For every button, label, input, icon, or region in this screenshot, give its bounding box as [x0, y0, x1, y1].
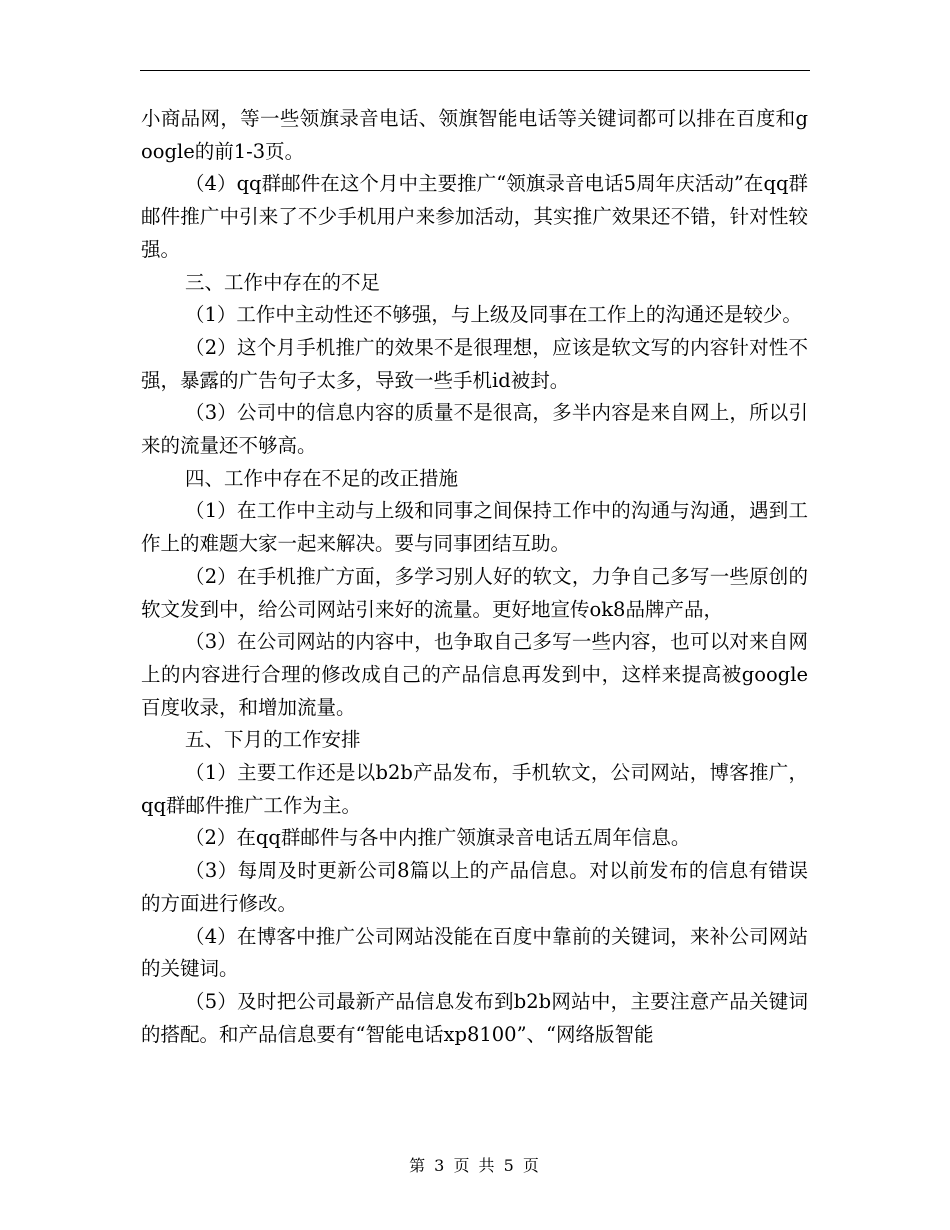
page-number-footer: 第 3 页 共 5 页: [409, 1156, 541, 1175]
paragraph-2: （4）qq群邮件在这个月中主要推广“领旗录音电话5周年庆活动”在qq群邮件推广中引来了不少手机用户来参加活动，其实推广效果还不错，针对性较强。: [141, 172, 808, 261]
paragraph-10: （3）在公司网站的内容中，也争取自己多写一些内容，也可以对来自网上的内容进行合理的修改成自己的产品信息再发到中，这样来提高被google 百度收录，和增加流量。: [141, 630, 808, 719]
paragraph-15: （4）在博客中推广公司网站没能在百度中靠前的关键词，来补公司网站的关键词。: [141, 924, 808, 981]
paragraph-16: （5）及时把公司最新产品信息发布到b2b网站中，主要注意产品关键词的搭配。和产品信息要有“智能电话xp8100”、“网络版智能: [141, 989, 808, 1046]
document-body: [141, 103, 808, 1051]
paragraph-1: 小商品网，等一些领旗录音电话、领旗智能电话等关键词都可以排在百度和google的前1-3页。: [141, 107, 808, 163]
section-heading-5: 五、下月的工作安排: [185, 728, 361, 752]
section-heading-3: 三、工作中存在的不足: [185, 270, 381, 294]
paragraph-6: （3）公司中的信息内容的质量不是很高，多半内容是来自网上，所以引来的流量还不够高。: [141, 401, 808, 458]
paragraph-12: （1）主要工作还是以b2b产品发布，手机软文，公司网站，博客推广，qq群邮件推广工作为主。: [141, 761, 808, 817]
section-heading-4: 四、工作中存在不足的改正措施: [185, 466, 459, 490]
paragraph-5: （2）这个月手机推广的效果不是很理想，应该是软文写的内容针对性不强，暴露的广告句子太多，导致一些手机id被封。: [141, 335, 808, 392]
paragraph-4: （1）工作中主动性还不够强，与上级及同事在工作上的沟通还是较少。: [185, 303, 802, 327]
paragraph-13: （2）在qq群邮件与各中内推广领旗录音电话五周年信息。: [185, 826, 691, 850]
paragraph-9: （2）在手机推广方面，多学习别人好的软文，力争自己多写一些原创的软文发到中，给公司网站引来好的流量。更好地宣传ok8品牌产品，: [141, 564, 808, 621]
header-rule: [140, 70, 810, 71]
paragraph-8: （1）在工作中主动与上级和同事之间保持工作中的沟通与沟通，遇到工作上的难题大家一起来解决。要与同事团结互助。: [141, 499, 808, 556]
paragraph-14: （3）每周及时更新公司8篇以上的产品信息。对以前发布的信息有错误的方面进行修改。: [141, 859, 808, 915]
